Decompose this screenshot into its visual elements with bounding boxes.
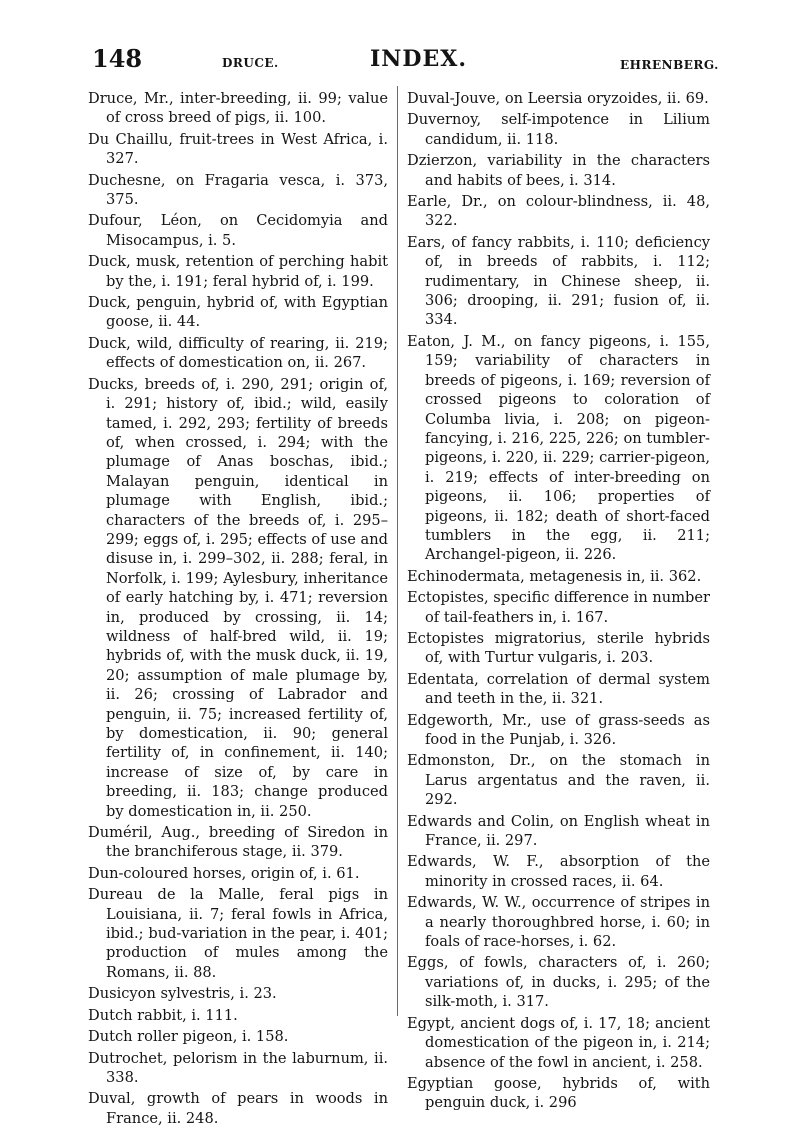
index-entry: Edmonston, Dr., on the stomach in Larus argentatus and the raven, ii. 292. [407, 752, 710, 809]
index-entry: Duck, wild, difficulty of rearing, ii. 219; effects of domestication on, ii. 267. [88, 334, 388, 372]
index-entry: Edwards and Colin, on English wheat in France, ii. 297. [407, 812, 710, 850]
left-headword: DRUCE. [222, 56, 279, 70]
right-headword: EHRENBERG. [620, 58, 719, 72]
index-entry: Ectopistes, specific difference in number of tail-feathers in, i. 167. [407, 589, 710, 626]
index-entry: Ducks, breeds of, i. 290, 291; origin of, i. 291; history of, ibid.; wild, easily tamed, i. 292, 293; fertility of breeds of, when crossed, i. 294; with the plumage of Anas boschas, ibid.; Malayan penguin, identical in plumage with English, ibid.; characters of the breeds of, i. 295–299; eggs of, i. 295; effects of use and disuse in, i. 299–302, ii. 288; feral, in Norfolk, i. 199; Aylesbury, inheritance of early hatching by, i. 471; reversion in, produced by crossing, ii. 14; wildness of half-bred wild, ii. 19; hybrids of, with the musk duck, ii. 19, 20; assumption of male plumage by, ii. 26; crossing of Labrador and penguin, ii. 75; increased fertility of, by domestication, ii. 90; general fertility of, in confinement, ii. 140; increase of size of, by care in breeding, ii. 183; change produced by domestication in, ii. 250. [88, 375, 388, 820]
index-entry: Eaton, J. M., on fancy pigeons, i. 155, 159; variability of characters in breeds of pigeons, i. 169; reversion of crossed pigeons to coloration of Columba livia, i. 208; on pigeon-fancying, i. 216, 225, 226; on tumbler-pigeons, i. 220, ii. 229; carrier-pigeon, i. 219; effects of inter-breeding on pigeons, ii. 106; properties of pigeons, ii. 182; death of short-faced tumblers in the egg, ii. 211; Archangel-pigeon, ii. 226. [407, 332, 710, 564]
index-entry: Edentata, correlation of dermal system and teeth in the, ii. 321. [407, 670, 710, 708]
index-entry: Duval-Jouve, on Leersia oryzoides, ii. 69. [407, 90, 709, 107]
index-entry: Ectopistes migratorius, sterile hybrids of, with Turtur vulgaris, i. 203. [407, 629, 710, 667]
index-entry: Echinodermata, metagenesis in, ii. 362. [407, 567, 702, 585]
right-column [407, 89, 710, 1115]
index-entry: Egyptian goose, hybrids of, with penguin duck, i. 296 [407, 1074, 710, 1112]
index-entry: Edwards, W. F., absorption of the minority in crossed races, ii. 64. [407, 853, 710, 890]
left-column [88, 89, 388, 1130]
index-entry: Dutch roller pigeon, i. 158. [88, 1028, 289, 1046]
index-entry: Duvernoy, self-impotence in Lilium candidum, ii. 118. [407, 111, 710, 148]
index-entry: Dzierzon, variability in the characters and habits of bees, i. 314. [407, 152, 710, 189]
index-entry: Egypt, ancient dogs of, i. 17, 18; ancient domestication of the pigeon in, i. 214; absence of the fowl in ancient, i. 258. [407, 1014, 710, 1071]
index-entry: Duck, musk, retention of perching habit by the, i. 191; feral hybrid of, i. 199. [88, 253, 388, 290]
page-number: 148 [92, 44, 143, 73]
index-entry: Duval, growth of pears in woods in France, ii. 248. [88, 1090, 388, 1127]
running-header [92, 44, 719, 74]
index-entry: Edwards, W. W., occurrence of stripes in a nearly thoroughbred horse, i. 60; in foals of race-horses, i. 62. [407, 894, 710, 951]
index-entry: Dun-coloured horses, origin of, i. 61. [88, 864, 360, 882]
index-entry: Dufour, Léon, on Cecidomyia and Misocampus, i. 5. [88, 212, 388, 249]
index-entry: Du Chaillu, fruit-trees in West Africa, i. 327. [88, 130, 388, 168]
index-entry: Dutch rabbit, i. 111. [88, 1006, 238, 1024]
column-divider [397, 86, 398, 1016]
index-entry: Duck, penguin, hybrid of, with Egyptian goose, ii. 44. [88, 294, 388, 331]
index-entry: Dusicyon sylvestris, i. 23. [88, 985, 277, 1003]
index-entry: Dutrochet, pelorism in the laburnum, ii. 338. [88, 1049, 388, 1086]
index-entry: Eggs, of fowls, characters of, i. 260; variations of, in ducks, i. 295; of the silk-moth, i. 317. [407, 954, 710, 1011]
index-entry: Druce, Mr., inter-breeding, ii. 99; value of cross breed of pigs, ii. 100. [88, 90, 388, 127]
index-entry: Duchesne, on Fragaria vesca, i. 373, 375. [88, 171, 388, 209]
index-entry: Earle, Dr., on colour-blindness, ii. 48, 322. [407, 193, 710, 230]
index-entry: Edgeworth, Mr., use of grass-seeds as food in the Punjab, i. 326. [407, 711, 710, 748]
index-entry: Duméril, Aug., breeding of Siredon in the branchiferous stage, ii. 379. [88, 824, 388, 861]
index-entry: Ears, of fancy rabbits, i. 110; deficiency of, in breeds of rabbits, i. 112; rudimentary, in Chinese sheep, ii. 306; drooping, ii. 291; fusion of, ii. 334. [407, 233, 710, 329]
page-title: INDEX. [370, 46, 467, 72]
index-entry: Dureau de la Malle, feral pigs in Louisiana, ii. 7; feral fowls in Africa, ibid.; bud-variation in the pear, i. 401; production of mules among the Romans, ii. 88. [88, 886, 388, 981]
